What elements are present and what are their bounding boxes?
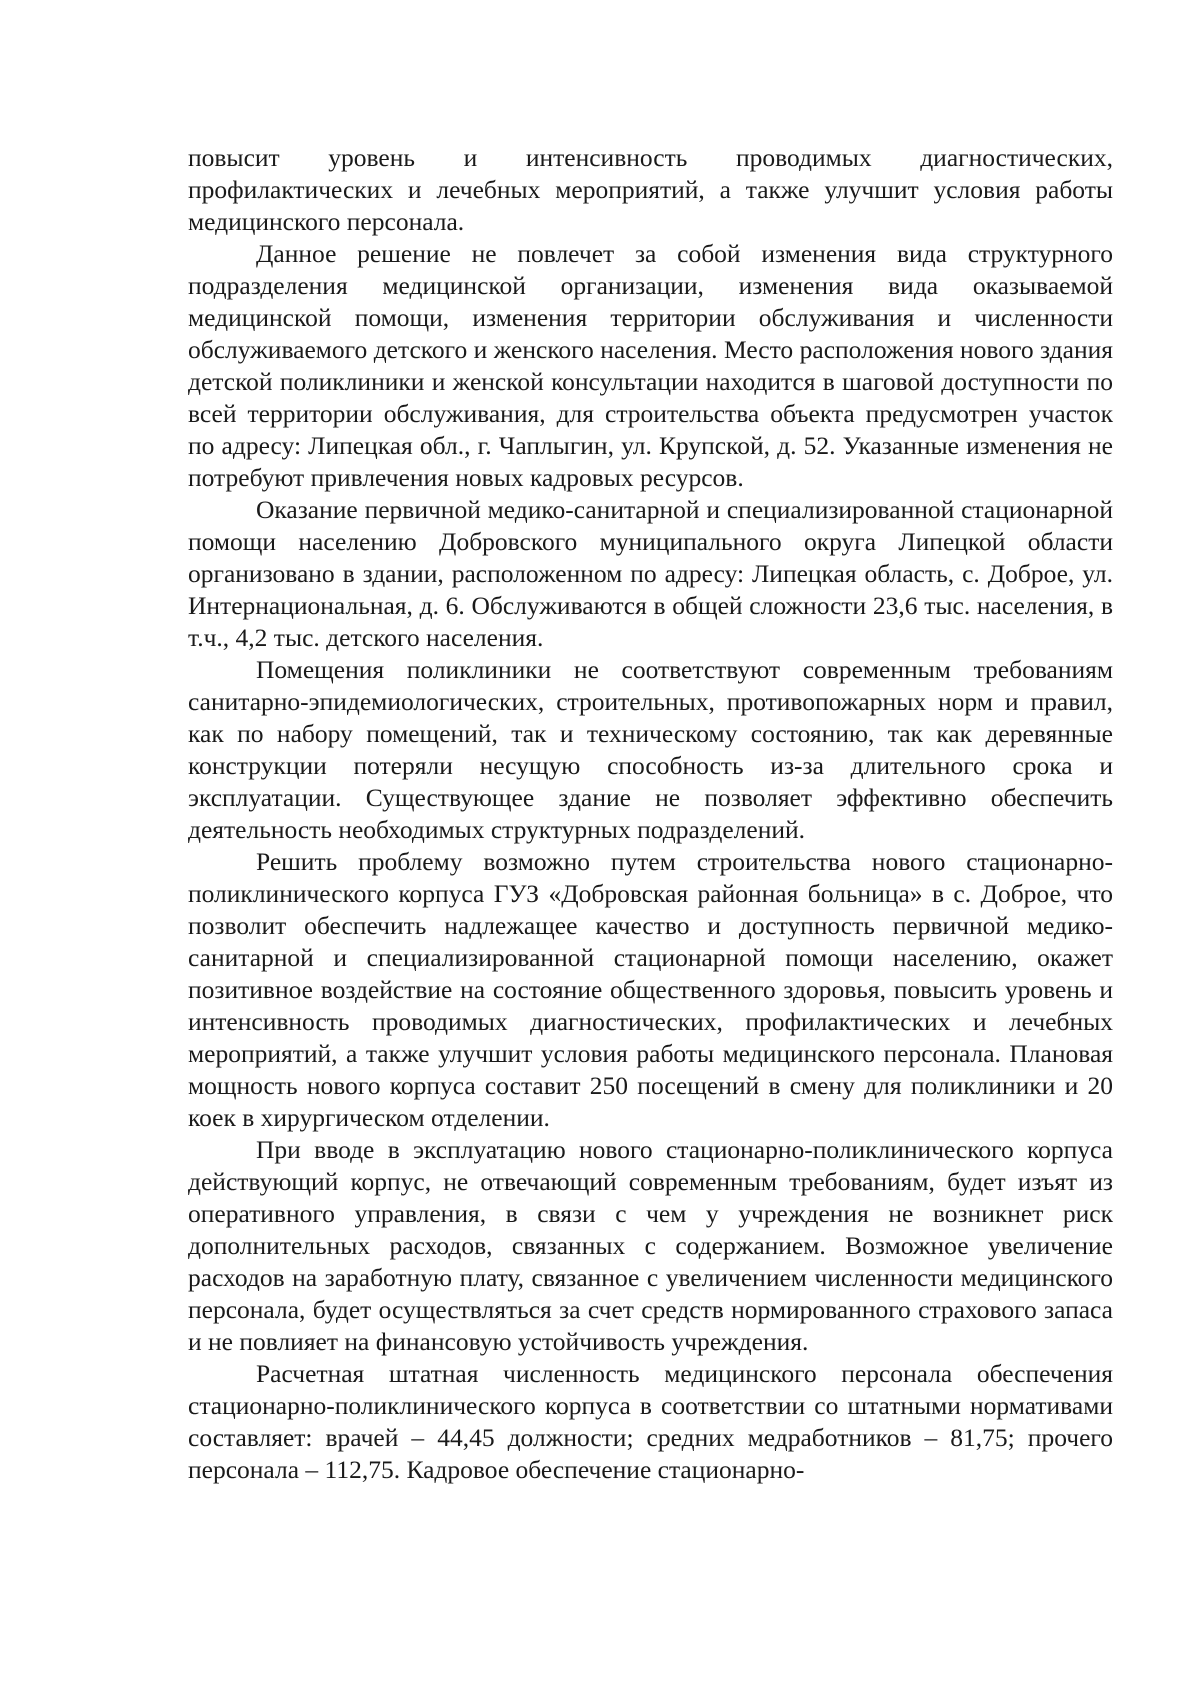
paragraph-continued: повысит уровень и интенсивность проводимых диагностических, профилактических и лечебных мероприятий, а также улучшит условия работы медицинского персонала. bbox=[188, 143, 1113, 236]
paragraph-staffing: Расчетная штатная численность медицинского персонала обеспечения стационарно-поликлинического корпуса в соответствии со штатными нормативами составляет: врачей – 44,45 должности; средних медработников – 81,75; прочего персонала – 112,75. Кадровое обеспечение стационарно- bbox=[188, 1359, 1113, 1484]
paragraph-commissioning: При вводе в эксплуатацию нового стационарно-поликлинического корпуса действующий корпус, не отвечающий современным требованиям, будет изъят из оперативного управления, в связи с чем у учреждения не возникнет риск дополнительных расходов, связанных с содержанием. Возможное увеличение расходов на заработную плату, связанное с увеличением численности медицинского персонала, будет осуществляться за счет средств нормированного страхового запаса и не повлияет на финансовую устойчивость учреждения. bbox=[188, 1135, 1113, 1356]
paragraph-dobrovsky-care: Оказание первичной медико-санитарной и специализированной стационарной помощи населению Добровского муниципального округа Липецкой области организовано в здании, расположенном по адресу: Липецкая область, с. Доброе, ул. Интернациональная, д. 6. Обслуживаются в общей сложности 23,6 тыс. населения, в т.ч., 4,2 тыс. детского населения. bbox=[188, 495, 1113, 652]
document-body bbox=[188, 142, 1113, 1486]
paragraph-solution: Решить проблему возможно путем строительства нового стационарно-поликлинического корпуса ГУЗ «Добровская районная больница» в с. Доброе, что позволит обеспечить надлежащее качество и доступность первичной медико-санитарной и специализированной стационарной помощи населению, окажет позитивное воздействие на состояние общественного здоровья, повысить уровень и интенсивность проводимых диагностических, профилактических и лечебных мероприятий, а также улучшит условия работы медицинского персонала. Плановая мощность нового корпуса составит 250 посещений в смену для поликлиники и 20 коек в хирургическом отделении. bbox=[188, 847, 1113, 1132]
paragraph-premises-condition: Помещения поликлиники не соответствуют современным требованиям санитарно-эпидемиологических, строительных, противопожарных норм и правил, как по набору помещений, так и техническому состоянию, так как деревянные конструкции потеряли несущую способность из-за длительного срока и эксплуатации. Существующее здание не позволяет эффективно обеспечить деятельность необходимых структурных подразделений. bbox=[188, 655, 1113, 844]
paragraph-new-building: Данное решение не повлечет за собой изменения вида структурного подразделения медицинской организации, изменения вида оказываемой медицинской помощи, изменения территории обслуживания и численности обслуживаемого детского и женского населения. Место расположения нового здания детской поликлиники и женской консультации находится в шаговой доступности по всей территории обслуживания, для строительства объекта предусмотрен участок по адресу: Липецкая обл., г. Чаплыгин, ул. Крупской, д. 52. Указанные изменения не потребуют привлечения новых кадровых ресурсов. bbox=[188, 239, 1113, 492]
